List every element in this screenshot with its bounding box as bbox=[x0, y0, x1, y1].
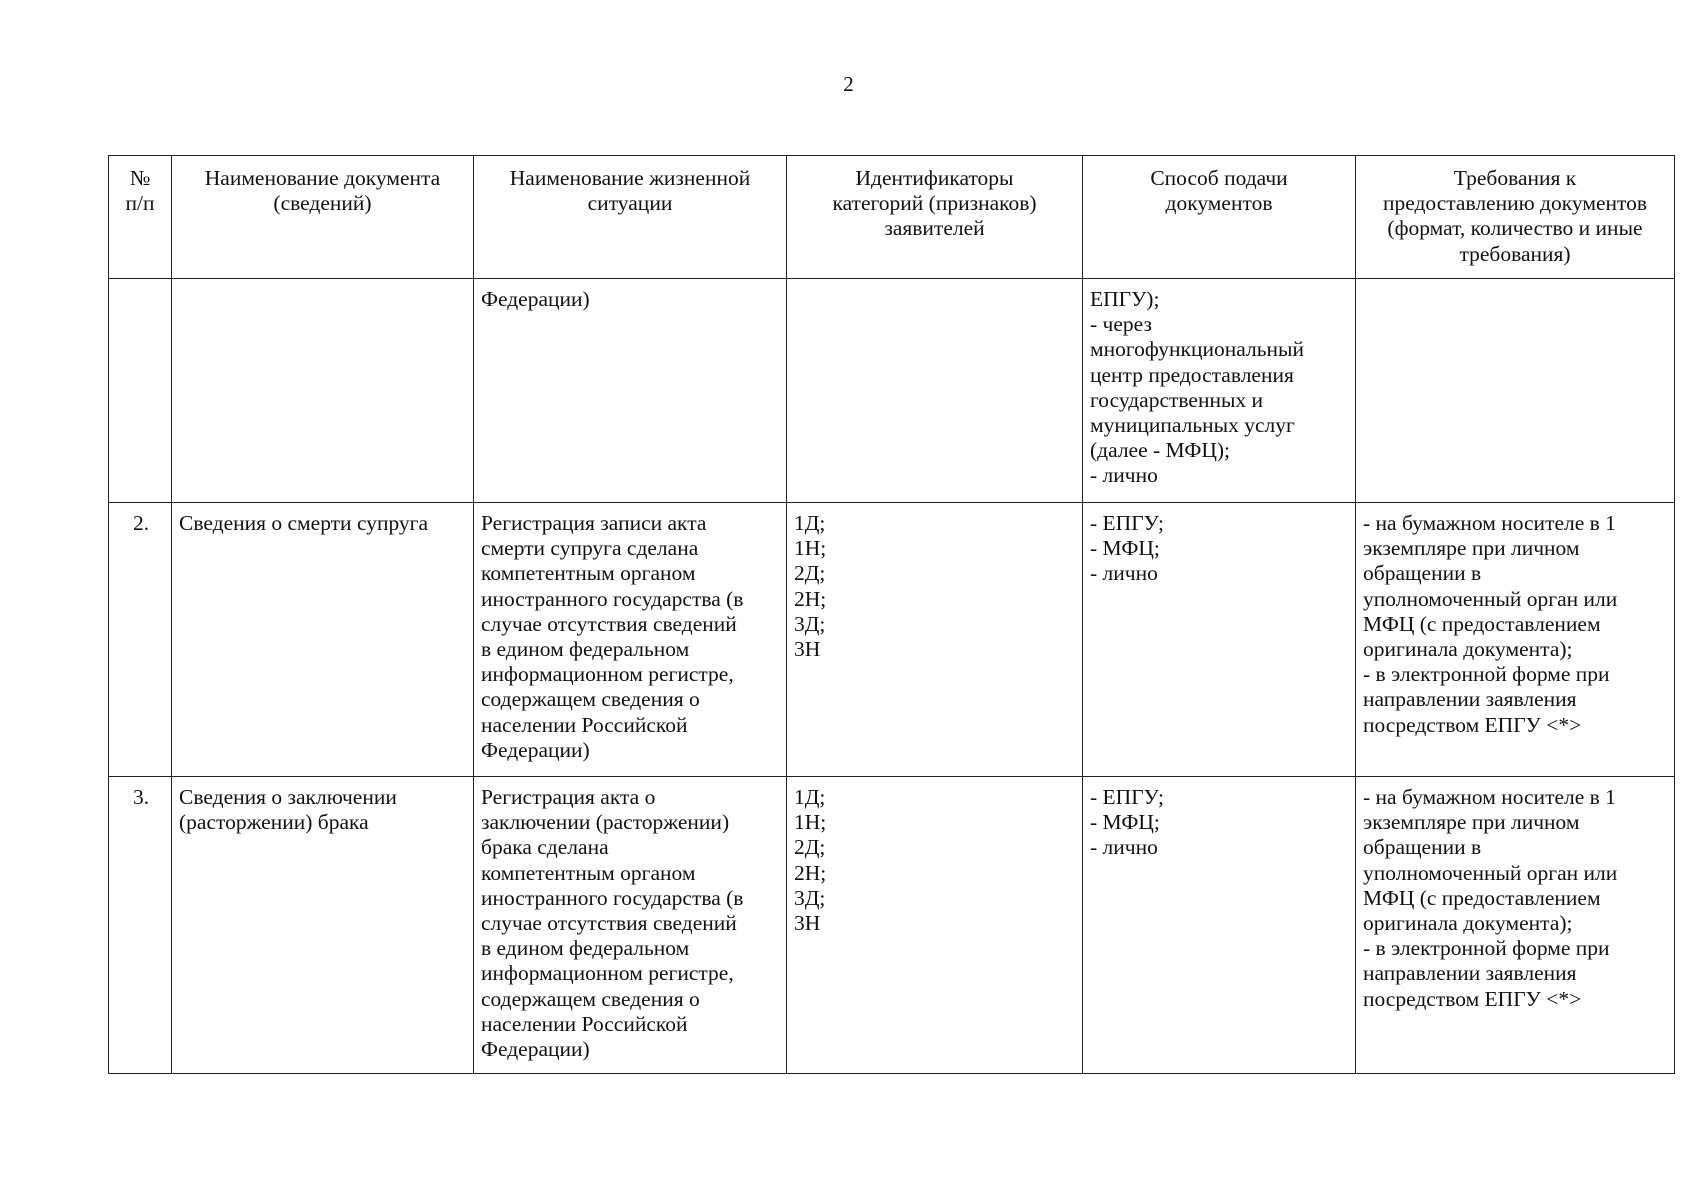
cell-text-line: 1Д; bbox=[794, 511, 826, 535]
cell-text-line: центр предоставления bbox=[1090, 362, 1294, 387]
cell-text-line: Способ подачи bbox=[1150, 166, 1288, 190]
table-header-row bbox=[109, 156, 1675, 279]
cell-life-situation bbox=[474, 777, 787, 1074]
cell-text-line: № bbox=[129, 166, 151, 190]
cell-text-line: уполномоченный орган или bbox=[1363, 860, 1618, 885]
cell-text-line: (расторжении) брака bbox=[179, 810, 369, 835]
header-submission-method bbox=[1083, 156, 1356, 279]
cell-text-line: 2Д; bbox=[794, 835, 826, 860]
cell-text-line: Федерации) bbox=[481, 737, 590, 762]
cell-text-line: в едином федеральном bbox=[481, 936, 690, 961]
documents-table bbox=[108, 155, 1675, 1074]
page-number: 2 bbox=[843, 72, 854, 96]
cell-document-name bbox=[172, 777, 474, 1074]
header-number bbox=[109, 156, 172, 279]
cell-number bbox=[109, 777, 172, 1074]
cell-text-line: случае отсутствия сведений bbox=[481, 911, 737, 936]
cell-text-line: муниципальных услуг bbox=[1090, 413, 1295, 438]
cell-text-line: 2Н; bbox=[794, 860, 827, 885]
cell-text-line: обращении в bbox=[1363, 561, 1482, 586]
cell-text-line: уполномоченный орган или bbox=[1363, 586, 1618, 611]
header-applicant-identifiers bbox=[787, 156, 1083, 279]
table-row bbox=[109, 503, 1675, 777]
cell-text-line: Требования к bbox=[1453, 166, 1577, 190]
header-requirements bbox=[1356, 156, 1675, 279]
cell-text-line: посредством ЕПГУ <*> bbox=[1363, 712, 1582, 737]
cell-text-line: заключении (расторжении) bbox=[481, 810, 730, 835]
cell-text-line: населении Российской bbox=[481, 712, 688, 737]
cell-text-line: Наименование документа bbox=[204, 166, 441, 190]
cell-text-line: компетентным органом bbox=[481, 561, 696, 586]
cell-text-line: Регистрация записи акта bbox=[481, 511, 707, 535]
cell-text-line: Федерации) bbox=[481, 1037, 590, 1062]
cell-text-line: 3. bbox=[132, 785, 150, 809]
cell-text-line: требования) bbox=[1459, 241, 1571, 266]
cell-document-name bbox=[172, 503, 474, 777]
cell-requirements bbox=[1356, 279, 1675, 503]
cell-submission-method bbox=[1083, 503, 1356, 777]
cell-text-line: 2Н; bbox=[794, 586, 827, 611]
cell-text-line: 1Н; bbox=[794, 536, 827, 561]
cell-text-line: - ЕПГУ; bbox=[1090, 511, 1165, 535]
cell-text-line: обращении в bbox=[1363, 835, 1482, 860]
cell-text-line: Сведения о заключении bbox=[179, 785, 397, 809]
cell-text-line: ЕПГУ); bbox=[1090, 287, 1160, 311]
cell-text-line: Федерации) bbox=[481, 287, 590, 311]
cell-text-line: смерти супруга сделана bbox=[481, 536, 699, 561]
cell-applicant-identifiers bbox=[787, 279, 1083, 503]
cell-text-line: - лично bbox=[1090, 561, 1158, 586]
cell-text-line: ситуации bbox=[587, 191, 673, 216]
cell-text-line: иностранного государства (в bbox=[481, 586, 744, 611]
cell-text-line: 3Н bbox=[794, 637, 821, 662]
cell-text-line: документов bbox=[1165, 191, 1273, 216]
cell-text-line: - МФЦ; bbox=[1090, 810, 1160, 835]
cell-life-situation bbox=[474, 279, 787, 503]
cell-text-line: направлении заявления bbox=[1363, 687, 1577, 712]
cell-text-line: 2. bbox=[132, 511, 150, 535]
cell-text-line: МФЦ (с предоставлением bbox=[1363, 611, 1601, 636]
cell-text-line: направлении заявления bbox=[1363, 961, 1577, 986]
cell-text-line: информационном регистре, bbox=[481, 662, 734, 687]
table-row bbox=[109, 279, 1675, 503]
cell-applicant-identifiers bbox=[787, 777, 1083, 1074]
cell-text-line: - ЕПГУ; bbox=[1090, 785, 1165, 809]
cell-text-line: Наименование жизненной bbox=[509, 166, 751, 190]
cell-text-line: предоставлению документов bbox=[1382, 191, 1648, 216]
cell-text-line: брака сделана bbox=[481, 835, 609, 860]
cell-text-line: многофункциональный bbox=[1090, 337, 1304, 362]
cell-document-name bbox=[172, 279, 474, 503]
cell-text-line: населении Российской bbox=[481, 1011, 688, 1036]
cell-text-line: Идентификаторы bbox=[855, 166, 1014, 190]
table-row bbox=[109, 777, 1675, 1074]
cell-text-line: компетентным органом bbox=[481, 860, 696, 885]
header-document-name bbox=[172, 156, 474, 279]
cell-text-line: (далее - МФЦ); bbox=[1090, 438, 1231, 463]
cell-text-line: - на бумажном носителе в 1 bbox=[1363, 511, 1616, 535]
cell-applicant-identifiers bbox=[787, 503, 1083, 777]
cell-text-line: - МФЦ; bbox=[1090, 536, 1160, 561]
cell-text-line: - лично bbox=[1090, 463, 1158, 488]
cell-text-line: 3Д; bbox=[794, 885, 826, 910]
cell-text-line: оригинала документа); bbox=[1363, 911, 1573, 936]
cell-text-line: п/п bbox=[125, 191, 155, 216]
cell-text-line: заявителей bbox=[884, 216, 985, 241]
cell-text-line: (сведений) bbox=[273, 191, 372, 216]
cell-submission-method bbox=[1083, 279, 1356, 503]
cell-text-line: оригинала документа); bbox=[1363, 637, 1573, 662]
cell-text-line: - лично bbox=[1090, 835, 1158, 860]
cell-text-line: - на бумажном носителе в 1 bbox=[1363, 785, 1616, 809]
cell-text-line: экземпляре при личном bbox=[1363, 810, 1580, 835]
cell-text-line: - в электронной форме при bbox=[1363, 662, 1610, 687]
cell-text-line: 3Д; bbox=[794, 611, 826, 636]
cell-text-line: МФЦ (с предоставлением bbox=[1363, 885, 1601, 910]
cell-text-line: категорий (признаков) bbox=[832, 191, 1037, 216]
cell-text-line: 2Д; bbox=[794, 561, 826, 586]
cell-text-line: 1Н; bbox=[794, 810, 827, 835]
cell-text-line: информационном регистре, bbox=[481, 961, 734, 986]
cell-text-line: посредством ЕПГУ <*> bbox=[1363, 986, 1582, 1011]
cell-text-line: содержащем сведения о bbox=[481, 986, 700, 1011]
cell-text-line: - в электронной форме при bbox=[1363, 936, 1610, 961]
cell-text-line: 1Д; bbox=[794, 785, 826, 809]
cell-requirements bbox=[1356, 503, 1675, 777]
cell-text-line: экземпляре при личном bbox=[1363, 536, 1580, 561]
cell-life-situation bbox=[474, 503, 787, 777]
header-life-situation bbox=[474, 156, 787, 279]
cell-text-line: (формат, количество и иные bbox=[1387, 216, 1643, 241]
cell-number bbox=[109, 279, 172, 503]
cell-text-line: Регистрация акта о bbox=[481, 785, 656, 809]
cell-text-line: - через bbox=[1090, 312, 1152, 337]
cell-text-line: иностранного государства (в bbox=[481, 885, 744, 910]
cell-text-line: содержащем сведения о bbox=[481, 687, 700, 712]
cell-text-line: 3Н bbox=[794, 911, 821, 936]
cell-submission-method bbox=[1083, 777, 1356, 1074]
cell-requirements bbox=[1356, 777, 1675, 1074]
cell-number bbox=[109, 503, 172, 777]
cell-text-line: случае отсутствия сведений bbox=[481, 611, 737, 636]
cell-text-line: в едином федеральном bbox=[481, 637, 690, 662]
cell-text-line: государственных и bbox=[1090, 387, 1264, 412]
cell-text-line: Сведения о смерти супруга bbox=[179, 511, 429, 535]
